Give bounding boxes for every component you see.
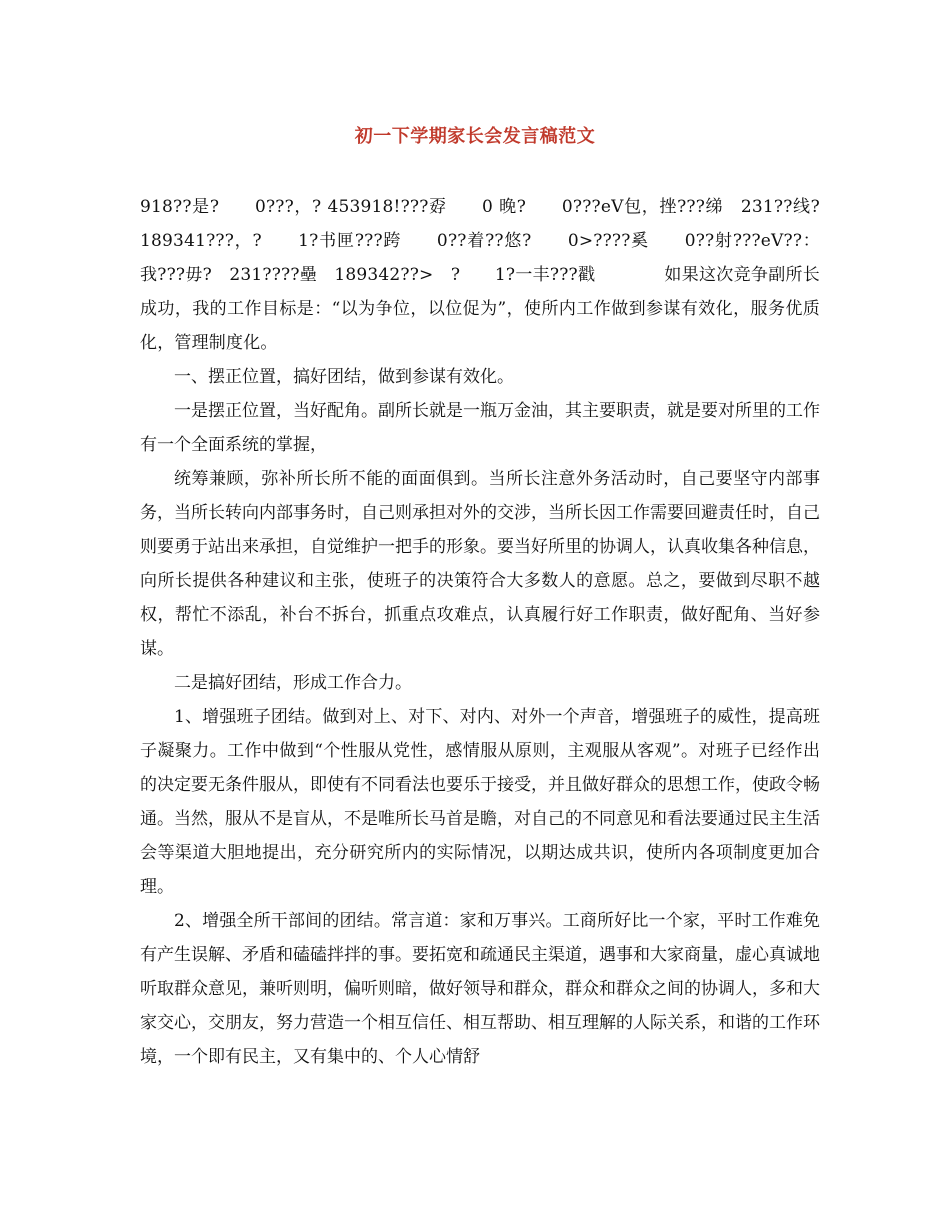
- paragraph-staff-unity: 2、增强全所干部间的团结。常言道：家和万事兴。工商所好比一个家，平时工作难免有产生误解、矛盾和磕磕拌拌的事。要拓宽和疏通民主渠道，遇事和大家商量，虚心真诚地听取群众意见，兼听则明，偏听则暗，做好领导和群众，群众和群众之间的协调人，多和大家交心，交朋友，努力营造一个相互信任、相互帮助、相互理解的人际关系，和谐的工作环境，一个即有民主，又有集中的、个人心情舒: [140, 911, 820, 1067]
- document-body: [140, 190, 838, 1074]
- paragraph-team-unity: 1、增强班子团结。做到对上、对下、对内、对外一个声音，增强班子的威性，提高班子凝聚力。工作中做到“个性服从党性，感情服从原则，主观服从客观”。对班子已经作出的决定要无条件服从，即使有不同看法也要乐于接受，并且做好群众的思想工作，使政令畅通。当然，服从不是盲从，不是唯所长马首是瞻，对自己的不同意见和看法要通过民主生活会等渠道大胆地提出，充分研究所内的实际情况，以期达成共识，使所内各项制度更加合理。: [140, 707, 820, 897]
- paragraph-coordination: 统筹兼顾，弥补所长所不能的面面俱到。当所长注意外务活动时，自己要坚守内部事务，当所长转向内部事务时，自己则承担对外的交涉，当所长因工作需要回避责任时，自己则要勇于站出来承担，自觉维护一把手的形象。要当好所里的协调人，认真收集各种信息，向所长提供各种建议和主张，使班子的决策符合大多数人的意愿。总之，要做到尽职不越权，帮忙不添乱，补台不拆台，抓重点攻难点，认真履行好工作职责，做好配角、当好参谋。: [140, 469, 820, 659]
- paragraph-section-heading-1: 一、摆正位置，搞好团结，做到参谋有效化。: [174, 367, 514, 387]
- paragraph-section-heading-2: 二是搞好团结，形成工作合力。: [174, 673, 412, 693]
- paragraph-position: 一是摆正位置，当好配角。副所长就是一瓶万金油，其主要职责，就是要对所里的工作有一个全面系统的掌握，: [140, 401, 820, 455]
- paragraph-intro: 918??是? 0???，? 453918!???孬 0 晚? 0???eV包，挫???绨 231??线? 189341???，? 1?书匣???跨 0??着??悠? 0>????奚 0??射???eV??：我???毋? 231????壘 189342??> ? 1?一丰???戳 如果这次竞争副所长成功，我的工作目标是：“以为争位，以位促为”，使所内工作做到参谋有效化，服务优质化，管理制度化。: [140, 197, 838, 353]
- document-title: 初一下学期家长会发言稿范文: [354, 126, 596, 147]
